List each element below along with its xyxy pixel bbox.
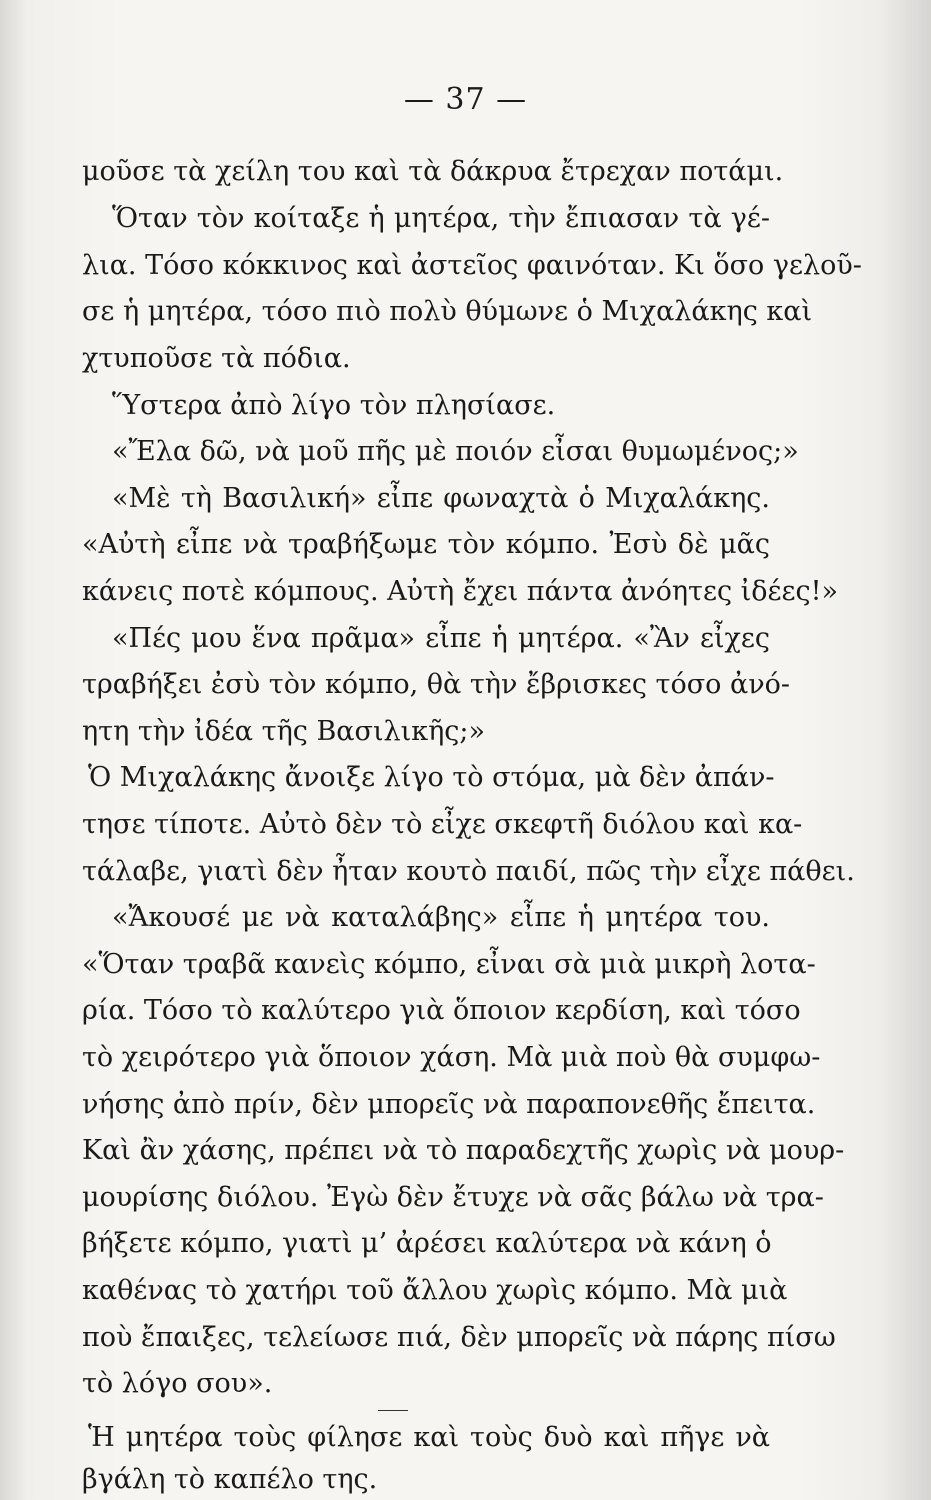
- text-line: ητη τὴν ἰδέα τῆς Βασιλικῆς;»: [82, 716, 486, 747]
- text-line: Καὶ ἂν χάσης, πρέπει νὰ τὸ παραδεχτῆς χωρὶς νὰ μουρ-: [82, 1135, 845, 1166]
- text-line: βγάλη τὸ καπέλο της.: [82, 1464, 378, 1495]
- text-line: ποὺ ἔπαιξες, τελείωσε πιά, δὲν μπορεῖς νὰ πάρης πίσω: [82, 1322, 836, 1353]
- text-line: τησε τίποτε. Αὐτὸ δὲν τὸ εἶχε σκεφτῆ διόλου καὶ κα-: [82, 809, 803, 840]
- text-line: ρία. Τόσο τὸ καλύτερο γιὰ ὅποιον κερδίση, καὶ τόσο: [82, 995, 801, 1026]
- text-line: τραβήξει ἐσὺ τὸν κόμπο, θὰ τὴν ἔβρισκες τόσο ἀνό-: [82, 669, 791, 700]
- text-line: λια. Τόσο κόκκινος καὶ ἀστεῖος φαινόταν. Κι ὅσο γελοῦ-: [82, 250, 862, 281]
- text-line: «Ὅταν τραβᾶ κανεὶς κόμπο, εἶναι σὰ μιὰ μικρὴ λοτα-: [82, 949, 816, 980]
- text-line: τὸ λόγο σου».: [82, 1368, 273, 1399]
- section-divider: [378, 1410, 408, 1411]
- text-line: τὸ χειρότερο γιὰ ὅποιον χάση. Μὰ μιὰ ποὺ θὰ συμφω-: [82, 1042, 821, 1073]
- text-line: μοῦσε τὰ χείλη του καὶ τὰ δάκρυα ἔτρεχαν ποτάμι.: [82, 156, 784, 187]
- text-line: «Μὲ τὴ Βασιλική» εἶπε φωναχτὰ ὁ Μιχαλάκης.: [112, 483, 770, 514]
- text-line: «Ἄκουσέ με νὰ καταλάβης» εἶπε ἡ μητέρα του.: [112, 902, 770, 933]
- text-line: Ὕστερα ἀπὸ λίγο τὸν πλησίασε.: [112, 390, 556, 421]
- text-line: Ὁ Μιχαλάκης ἄνοιξε λίγο τὸ στόμα, μὰ δὲν ἀπάν-: [88, 762, 775, 793]
- text-line: «Πές μου ἕνα πρᾶμα» εἶπε ἡ μητέρα. «Ἂν εἶχες: [112, 623, 770, 654]
- text-line: χτυποῦσε τὰ πόδια.: [82, 343, 351, 374]
- text-line: καθένας τὸ χατήρι τοῦ ἄλλου χωρὶς κόμπο. Μὰ μιὰ: [82, 1275, 788, 1306]
- text-line: νήσης ἀπὸ πρίν, δὲν μπορεῖς νὰ παραπονεθῆς ἔπειτα.: [82, 1089, 816, 1120]
- text-line: κάνεις ποτὲ κόμπους. Αὐτὴ ἔχει πάντα ἀνόητες ἰδέες!»: [82, 576, 838, 607]
- text-line: «Αὐτὴ εἶπε νὰ τραβήξωμε τὸν κόμπο. Ἐσὺ δὲ μᾶς: [82, 529, 770, 560]
- page-number: — 37 —: [403, 82, 528, 117]
- text-line: μουρίσης διόλου. Ἐγὼ δὲν ἔτυχε νὰ σᾶς βάλω νὰ τρα-: [82, 1182, 824, 1213]
- text-line: σε ἡ μητέρα, τόσο πιὸ πολὺ θύμωνε ὁ Μιχαλάκης καὶ: [82, 296, 813, 327]
- text-line: τάλαβε, γιατὶ δὲν ἦταν κουτὸ παιδί, πῶς τὴν εἶχε πάθει.: [82, 856, 855, 887]
- text-line: Ὅταν τὸν κοίταξε ἡ μητέρα, τὴν ἔπιασαν τὰ γέ-: [112, 203, 770, 234]
- text-line: Ἡ μητέρα τοὺς φίλησε καὶ τοὺς δυὸ καὶ πῆγε νὰ: [88, 1422, 770, 1453]
- text-line: βήξετε κόμπο, γιατὶ μ’ ἀρέσει καλύτερα νὰ κάνη ὁ: [82, 1228, 772, 1259]
- text-line: «Ἔλα δῶ, νὰ μοῦ πῆς μὲ ποιόν εἶσαι θυμωμένος;»: [112, 436, 799, 467]
